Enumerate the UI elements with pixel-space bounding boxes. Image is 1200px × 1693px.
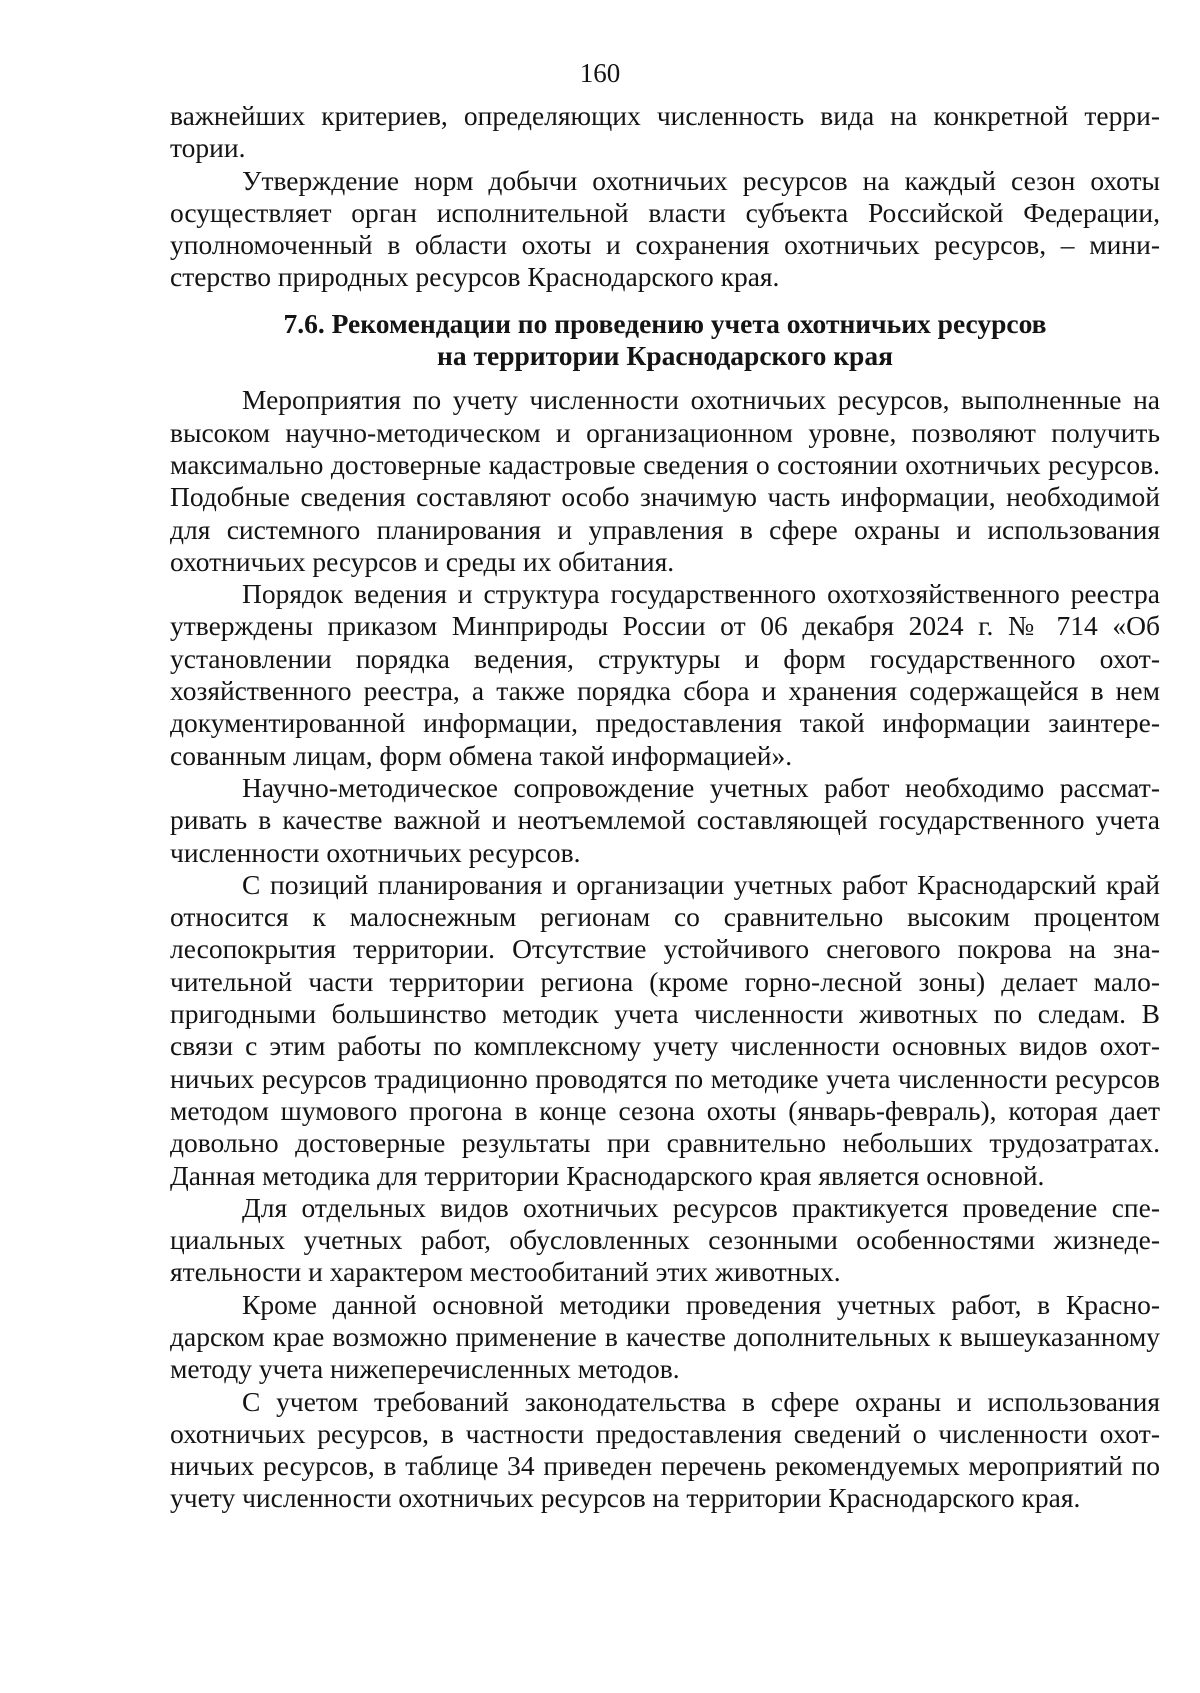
paragraph-accounting-measures: Мероприятия по учету численности охотничьих ресурсов, выполненные на высоком научно-методическом и организационном уровне, позволяют получить максимально достоверные кадастровые сведения о состоянии охотничьих ресурсов. Подобные сведения составляют особо значимую часть информации, необходимой для системного планирования и управления в сфере охраны и использования охотничьих ресурсов и среды их обитания. [170, 384, 1160, 577]
paragraph-hunting-norms: Утверждение норм добычи охотничьих ресурсов на каждый сезон охоты осуществляет орган исполнительной власти субъекта Российской Федерации, уполномоченный в области охоты и сохранения охотничьих ресурсов, – министерство природных ресурсов Краснодарского края. [170, 164, 1160, 293]
paragraph-region-planning: С позиций планирования и организации учетных работ Краснодарский край относится к малоснежным регионам со сравнительно высоким процентом лесопокрытия территории. Отсутствие устойчивого снегового покрова на значительной части территории региона (кроме горно-лесной зоны) делает малопригодными большинство методик учета численности животных по следам. В связи с этим работы по комплексному учету численности основных видов охотничьих ресурсов традиционно проводятся по методике учета численности ресурсов методом шумового прогона в конце сезона охоты (январь-февраль), которая дает довольно достоверные результаты при сравнительно небольших трудозатратах. Данная методика для территории Краснодарского края является основной. [170, 868, 1160, 1191]
paragraph-additional-methods: Кроме данной основной методики проведения учетных работ, в Краснодарском крае возможно применение в качестве дополнительных к вышеуказанному методу учета нижеперечисленных методов. [170, 1288, 1160, 1385]
section-heading [170, 308, 1160, 373]
paragraph-table-reference: С учетом требований законодательства в сфере охраны и использования охотничьих ресурсов, в частности предоставления сведений о численности охотничьих ресурсов, в таблице 34 приведен перечень рекомендуемых мероприятий по учету численности охотничьих ресурсов на территории Краснодарского края. [170, 1385, 1160, 1514]
section-heading-line-2: на территории Краснодарского края [437, 340, 893, 372]
paragraph-scientific-support: Научно-методическое сопровождение учетных работ необходимо рассматривать в качестве важной и неотъемлемой составляющей государственного учета численности охотничьих ресурсов. [170, 771, 1160, 868]
section-heading-line-1: 7.6. Рекомендации по проведению учета охотничьих ресурсов [283, 307, 1047, 339]
page-number: 160 [579, 58, 621, 88]
paragraph-registry-order: Порядок ведения и структура государственного охотхозяйственного реестра утверждены приказом Минприроды России от 06 декабря 2024 г. № 714 «Об установлении порядка ведения, структуры и форм государственного охотхозяйственного реестра, а также порядка сбора и хранения содержащейся в нем документированной информации, предоставления такой информации заинтересованным лицам, форм обмена такой информацией». [170, 578, 1160, 771]
paragraph-special-accounting: Для отдельных видов охотничьих ресурсов практикуется проведение специальных учетных работ, обусловленных сезонными особенностями жизнедеятельности и характером местообитаний этих животных. [170, 1191, 1160, 1288]
paragraph-continuation: важнейших критериев, определяющих численность вида на конкретной территории. [170, 100, 1160, 164]
document-body [170, 100, 1160, 1515]
